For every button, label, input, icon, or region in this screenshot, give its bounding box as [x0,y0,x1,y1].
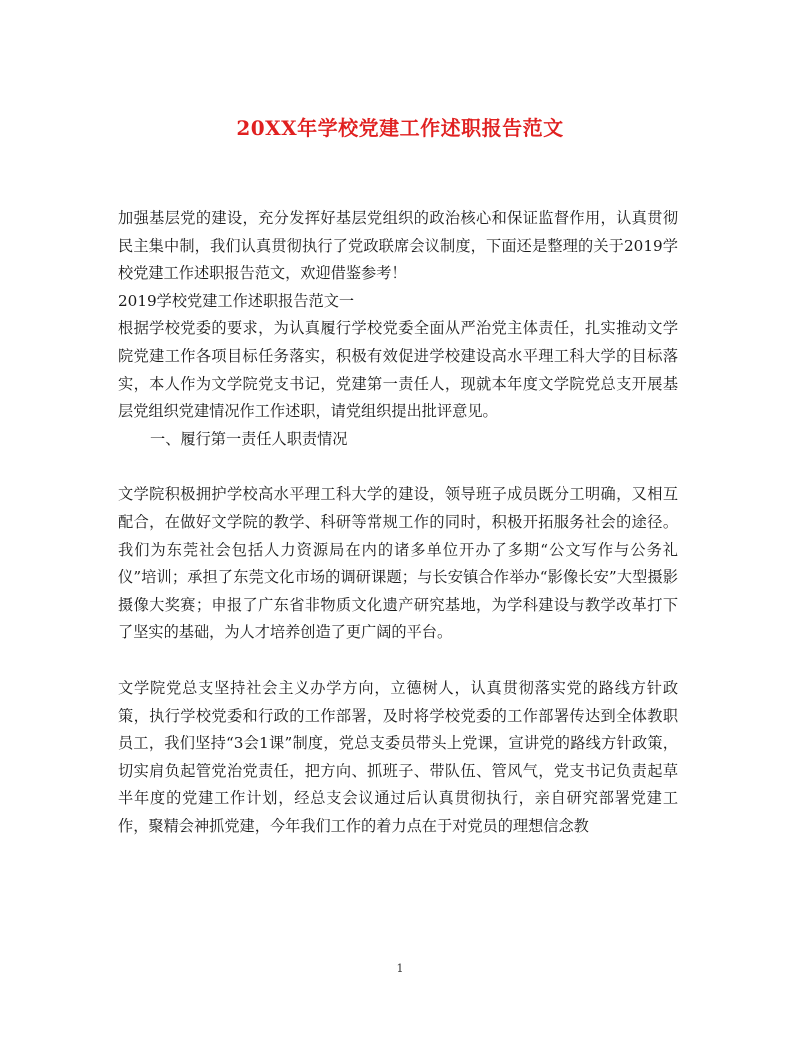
paragraph-3: 文学院党总支坚持社会主义办学方向，立德树人，认真贯彻落实党的路线方针政策，执行学校党委和行政的工作部署，及时将学校党委的工作部署传达到全体教职员工，我们坚持“3会1课”制度，党总支委员带头上党课，宣讲党的路线方针政策，切实肩负起管党治党责任，把方向、抓班子、带队伍、管风气，党支书记负责起草半年度的党建工作计划，经总支会议通过后认真贯彻执行，亲自研究部署党建工作，聚精会神抓党建，今年我们工作的着力点在于对党员的理想信念教 [118,678,678,835]
document-title: 20XX年学校党建工作述职报告范文 [236,116,564,140]
paragraph-gap [118,647,678,675]
section-heading-1: 一、履行第一责任人职责情况 [150,429,348,448]
page-number: 1 [396,962,404,975]
paragraph-gap [118,453,678,481]
paragraph-2: 文学院积极拥护学校高水平理工科大学的建设，领导班子成员既分工明确，又相互配合，在做好文学院的教学、科研等常规工作的同时，积极开拓服务社会的途径。我们为东莞社会包括人力资源局在内的诸多单位开办了多期“公文写作与公务礼仪”培训；承担了东莞文化市场的调研课题；与长安镇合作举办“影像长安”大型摄影摄像大奖赛；申报了广东省非物质文化遗产研究基地，为学科建设与教学改革打下了坚实的基础，为人才培养创造了更广阔的平台。 [118,485,678,642]
intro-paragraph: 加强基层党的建设，充分发挥好基层党组织的政治核心和保证监督作用，认真贯彻民主集中制，我们认真贯彻执行了党政联席会议制度，下面还是整理的关于2019学校党建工作述职报告范文，欢迎借鉴参考！ [118,209,678,283]
paragraph-1: 根据学校党委的要求，为认真履行学校党委全面从严治党主体责任，扎实推动文学院党建工作各项目标任务落实，积极有效促进学校建设高水平理工科大学的目标落实，本人作为文学院党支书记，党建第一责任人，现就本年度文学院党总支开展基层党组织党建情况作工作述职，请党组织提出批评意见。 [118,319,678,421]
document-body [118,205,678,840]
subtitle-line: 2019学校党建工作述职报告范文一 [118,291,355,310]
